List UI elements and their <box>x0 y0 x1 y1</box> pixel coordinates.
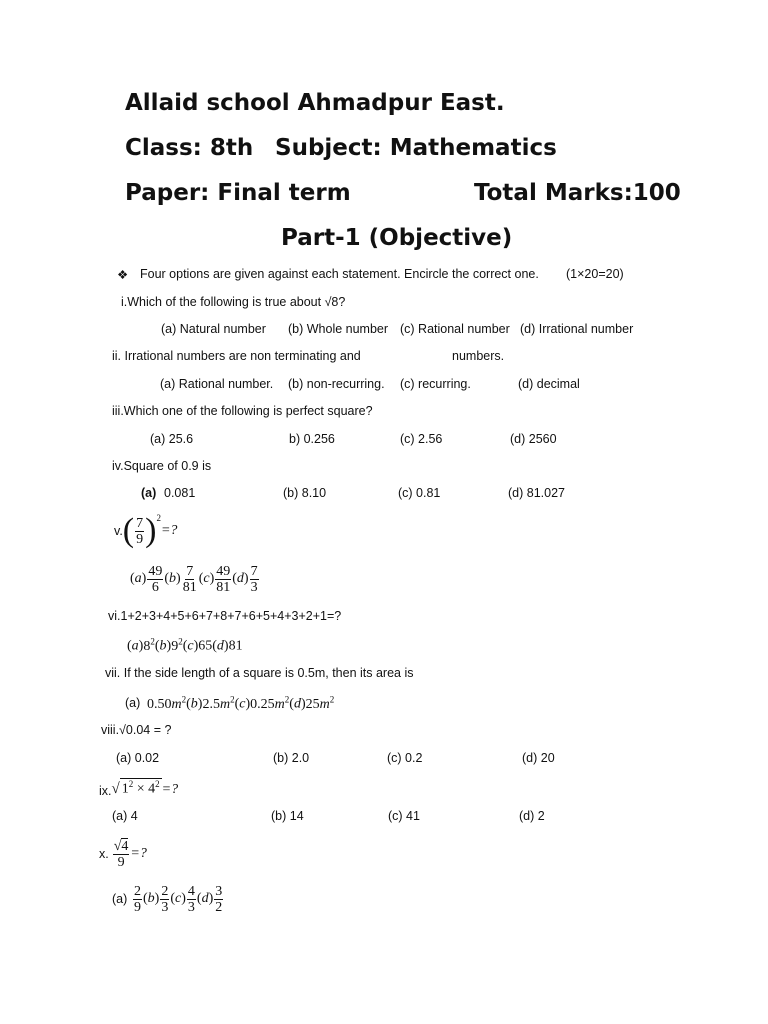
q5-option-c[interactable] <box>215 564 231 595</box>
q5-fraction <box>135 516 144 547</box>
q8-option-b[interactable]: (b) 2.0 <box>273 751 310 765</box>
q2-option-d[interactable]: (d) decimal <box>518 377 580 391</box>
frac-den: 3 <box>187 899 195 915</box>
frac-num: 2 <box>161 883 169 899</box>
q7-option-d[interactable] <box>305 694 335 712</box>
q9-label: ix. <box>99 783 112 798</box>
q5-opt-letter: c <box>203 571 210 586</box>
subject-label: Subject: Mathematics <box>275 135 557 161</box>
frac-den: 3 <box>250 579 258 595</box>
q1-option-a[interactable]: (a) Natural number <box>161 322 266 336</box>
q2-option-b[interactable]: (b) non-recurring. <box>288 377 385 391</box>
frac-num: 49 <box>216 563 231 579</box>
q6-exp: 2 <box>178 636 183 646</box>
q5-option-a[interactable] <box>147 564 163 595</box>
instruction-text: Four options are given against each statement. Encircle the correct one. <box>140 267 539 281</box>
q5-num: 7 <box>136 515 144 531</box>
q6-opt-letter: b <box>159 638 167 654</box>
q6-options: $(a)8^2(b)9^2(c)65(d)81$ <box>127 636 243 654</box>
q6-base: 8 <box>143 638 151 654</box>
q7-opt-letter: c <box>239 696 246 712</box>
school-name: Allaid school Ahmadpur East. <box>125 90 505 116</box>
q4-option-a[interactable]: 0.081 <box>164 486 196 500</box>
q1-option-b[interactable]: (b) Whole number <box>288 322 389 336</box>
q10-option-c[interactable] <box>187 884 196 915</box>
frac-num: 4 <box>187 883 195 899</box>
frac-num: 2 <box>134 883 141 899</box>
q5-option-d[interactable] <box>250 564 259 595</box>
q10-opt-letter: d <box>201 891 209 906</box>
q6-option-c[interactable]: 65 <box>198 638 213 654</box>
question-10 <box>99 835 147 873</box>
q8-option-d[interactable]: (d) 20 <box>522 751 555 765</box>
q7-value: 0.25 <box>250 696 275 712</box>
paper-label: Paper: Final term <box>125 180 351 206</box>
q3-option-a[interactable]: (a) 25.6 <box>150 432 194 446</box>
q9-base2: 4 <box>148 781 156 797</box>
q7-unit: m <box>219 696 231 712</box>
q4-option-d[interactable]: (d) 81.027 <box>508 486 565 500</box>
q10-option-a[interactable] <box>133 884 142 915</box>
q7-unit: m <box>319 696 330 712</box>
frac-den: 9 <box>134 899 141 915</box>
q5-opt-letter: a <box>134 571 142 586</box>
q4-option-b[interactable]: (b) 8.10 <box>283 486 327 500</box>
q6-option-a[interactable] <box>143 636 155 654</box>
q10-radicand: 4 <box>121 838 129 854</box>
q10-eq: =? <box>130 846 147 861</box>
q4-option-c[interactable]: (c) 0.81 <box>398 486 441 500</box>
part-title: Part-1 (Objective) <box>281 225 513 251</box>
question-2: ii. Irrational numbers are non terminating and <box>112 349 361 363</box>
q9-exp1: 2 <box>128 779 134 789</box>
q10-den: 9 <box>117 854 125 870</box>
instruction-marks: (1×20=20) <box>566 267 624 281</box>
q6-option-b[interactable] <box>171 636 183 654</box>
q9-option-b[interactable]: (b) 14 <box>271 809 304 823</box>
sqrt-icon: √ <box>113 838 122 854</box>
q10-label: x. <box>99 847 109 861</box>
frac-num: 3 <box>215 883 223 899</box>
q10-option-a-label: (a) <box>112 892 128 906</box>
q4-option-a-label: (a) <box>141 486 157 500</box>
q7-value: 25 <box>305 696 320 712</box>
q5-option-b[interactable] <box>182 564 198 595</box>
q7-option-c[interactable] <box>250 694 290 712</box>
q1-option-d[interactable]: (d) Irrational number <box>520 322 634 336</box>
question-4: iv.Square of 0.9 is <box>112 459 212 473</box>
q7-option-b[interactable] <box>202 694 235 712</box>
q6-exp: 2 <box>150 636 155 646</box>
q7-value: 2.5 <box>202 696 220 712</box>
right-paren: ) <box>145 512 157 549</box>
q6-opt-letter: d <box>216 638 224 654</box>
frac-den: 2 <box>215 899 223 915</box>
q6-opt-letter: c <box>187 638 194 654</box>
q6-base: 9 <box>171 638 179 654</box>
q2-option-a[interactable]: (a) Rational number. <box>160 377 274 391</box>
q5-exp: 2 <box>156 513 161 523</box>
frac-num: 7 <box>250 563 258 579</box>
q7-option-a[interactable] <box>147 694 187 712</box>
question-7: vii. If the side length of a square is 0.5m, then its area is <box>105 666 414 680</box>
q3-option-c[interactable]: (c) 2.56 <box>400 432 443 446</box>
frac-num: 49 <box>148 563 163 579</box>
q2-option-c[interactable]: (c) recurring. <box>400 377 471 391</box>
q7-option-a-label: (a) <box>125 696 141 710</box>
question-5 <box>114 511 177 551</box>
total-marks: Total Marks:100 <box>474 180 681 206</box>
q5-eq: =? <box>160 523 178 538</box>
q7-opt-letter: d <box>293 696 301 712</box>
q9-option-c[interactable]: (c) 41 <box>388 809 420 823</box>
q9-option-a[interactable]: (a) 4 <box>112 809 138 823</box>
question-1: i.Which of the following is true about √8? <box>121 295 346 309</box>
question-2-end: numbers. <box>452 349 505 363</box>
q7-exp: 2 <box>329 694 335 704</box>
q9-times: × <box>136 781 145 797</box>
q8-option-c[interactable]: (c) 0.2 <box>387 751 423 765</box>
q10-option-b[interactable] <box>160 884 169 915</box>
q7-unit: m <box>171 696 182 712</box>
q7-unit: m <box>274 696 285 712</box>
q5-opt-letter: d <box>236 571 244 586</box>
q9-eq: =? <box>161 781 179 797</box>
q7-exp: 2 <box>284 694 290 704</box>
q9-option-d[interactable]: (d) 2 <box>519 809 545 823</box>
frac-den: 81 <box>182 579 197 595</box>
q7-value: 0.50 <box>147 696 172 712</box>
left-paren: ( <box>122 512 135 549</box>
q5-options: ( a ) $\frac{49}{6}$ ( b ) $\frac{7}{81}$ ( c ) $\frac{49}{81}$ ( d ) $\frac{7}{3}$ <box>130 563 258 595</box>
q7-opt-letter: b <box>190 696 198 712</box>
q5-opt-letter: b <box>169 571 177 586</box>
q7-options: $0.50m^2(b)2.5m^2(c)0.25m^2(d)25m^2$ <box>147 694 335 712</box>
q10-fraction <box>113 839 130 870</box>
bullet-icon: ❖ <box>117 268 129 282</box>
question-8: viii.√0.04 = ? <box>101 723 172 737</box>
q9-radicand <box>120 778 162 798</box>
q1-option-c[interactable]: (c) Rational number <box>400 322 510 336</box>
q10-opt-letter: b <box>147 891 155 906</box>
question-9 <box>99 778 178 798</box>
q10-num <box>113 839 130 855</box>
frac-num: 7 <box>186 563 194 579</box>
q7-exp: 2 <box>230 694 235 704</box>
frac-den: 3 <box>161 899 169 915</box>
sqrt-icon: √ <box>111 780 120 797</box>
q10-opt-letter: c <box>175 891 182 906</box>
class-label: Class: 8th <box>125 135 254 161</box>
q6-opt-letter: a <box>131 638 139 654</box>
frac-den: 6 <box>151 579 159 595</box>
q10-options: $\frac{2}{9}$ ( b ) $\frac{2}{3}$ ( c ) $\frac{4}{3}$ ( d ) $\frac{3}{2}$ <box>134 883 223 915</box>
q9-exp2: 2 <box>155 779 160 789</box>
q9-base1: 1 <box>121 781 129 797</box>
q3-option-d[interactable]: (d) 2560 <box>510 432 557 446</box>
q7-exp: 2 <box>181 694 187 704</box>
frac-den: 81 <box>216 579 231 595</box>
question-3: iii.Which one of the following is perfect square? <box>112 404 373 418</box>
q3-option-b[interactable]: b) 0.256 <box>289 432 335 446</box>
question-6: vi.1+2+3+4+5+6+7+8+7+6+5+4+3+2+1=? <box>108 609 342 623</box>
q6-option-d[interactable]: 81 <box>228 638 243 654</box>
q5-den: 9 <box>136 531 144 547</box>
q5-label: v. <box>114 524 123 538</box>
q8-option-a[interactable]: (a) 0.02 <box>116 751 160 765</box>
q10-option-d[interactable] <box>214 884 223 915</box>
